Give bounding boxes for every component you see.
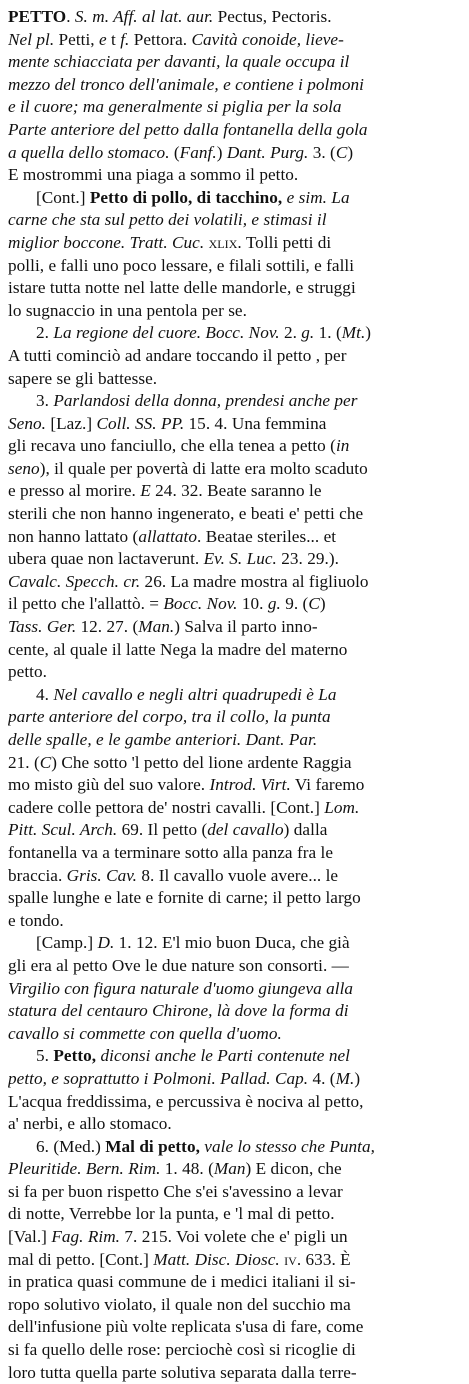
entry-line — [8, 209, 461, 232]
entry-text: sterili che non hanno ingenerato, e beati e' petti che — [8, 504, 364, 524]
entry-text: 9. ( — [280, 594, 309, 614]
entry-line — [8, 1339, 461, 1362]
entry-line — [8, 74, 461, 97]
entry-line — [8, 322, 461, 345]
entry-line — [8, 1294, 461, 1317]
entry-line — [8, 1362, 461, 1384]
entry-text: sapere se gli battesse. — [8, 368, 158, 388]
italic-text: e sim. La — [286, 187, 350, 207]
entry-text: ( — [169, 142, 180, 162]
entry-text: in pratica quasi commune de i medici italiani il si- — [8, 1272, 356, 1292]
entry-text: ) Salva il parto inno- — [174, 617, 318, 637]
entry-text: 1. ( — [314, 323, 342, 343]
entry-text: 6. (Med.) — [36, 1136, 106, 1156]
entry-line — [8, 458, 461, 481]
entry-text: gli era al petto Ove le due nature son consorti. — — [8, 955, 349, 975]
entry-line — [8, 51, 461, 74]
entry-text: Tolli petti di — [241, 232, 332, 252]
entry-text: [Val.] — [8, 1227, 52, 1247]
entry-line — [8, 1271, 461, 1294]
entry-text: e presso al morire. — [8, 481, 141, 501]
entry-text: a' nerbi, e allo stomaco. — [8, 1114, 172, 1134]
italic-text: Mt. — [341, 323, 366, 343]
entry-line — [8, 164, 461, 187]
entry-line — [8, 119, 461, 142]
italic-text: diconsi anche le Parti contenute nel — [100, 1046, 350, 1066]
entry-text: 2. — [36, 323, 54, 343]
entry-line — [8, 842, 461, 865]
entry-line — [8, 300, 461, 323]
italic-text: parte anteriore del corpo, tra il collo, la punta — [8, 707, 331, 727]
italic-text: C — [335, 142, 348, 162]
entry-line — [8, 413, 461, 436]
entry-text: ) — [347, 142, 354, 162]
italic-text: D. — [97, 933, 115, 953]
entry-text: mal di petto. [Cont.] — [8, 1249, 154, 1269]
entry-text: gli recava uno fanciullo, che ella tenea a petto ( — [8, 436, 336, 456]
entry-line — [8, 955, 461, 978]
entry-text: mo misto giù del suo valore. — [8, 775, 210, 795]
italic-text: M. — [335, 1068, 355, 1088]
entry-text: L'acqua freddissima, e percussiva è nociva al petto, — [8, 1091, 364, 1111]
italic-text: Fag. Rim. — [51, 1227, 121, 1247]
entry-text: ropo solutivo violato, il quale non del succhio ma — [8, 1294, 351, 1314]
headword-text: Petto, — [53, 1046, 97, 1066]
entry-line — [8, 142, 461, 165]
italic-text: Introd. Virt. — [209, 775, 291, 795]
italic-text: mezzo del tronco dell'animale, e contiene i polmoni — [8, 74, 364, 94]
entry-text: iv. — [284, 1249, 302, 1269]
entry-text: ), il quale per povertà di latte era molto scaduto — [39, 458, 368, 478]
entry-text: ) — [216, 142, 227, 162]
entry-line — [8, 435, 461, 458]
entry-text: cadere colle pettora de' nostri cavalli. [Cont.] — [8, 797, 325, 817]
entry-text: cente, al quale il latte Nega la madre del materno — [8, 639, 348, 659]
entry-text: dell'infusione più volte replicata s'usa di fare, come — [8, 1317, 364, 1337]
entry-text: ubera quae non lactaverunt. — [8, 549, 204, 569]
entry-line — [8, 910, 461, 933]
headword-text: Petto di pollo, di tacchino, — [89, 187, 283, 207]
italic-text: E — [140, 481, 151, 501]
entry-text: . — [66, 7, 75, 26]
entry-line — [8, 255, 461, 278]
italic-text: a quella dello stomaco. — [8, 142, 170, 162]
entry-line — [8, 706, 461, 729]
entry-text: 4. ( — [308, 1068, 336, 1088]
italic-text: Matt. Disc. Diosc. — [153, 1249, 280, 1269]
italic-text: del cavallo — [207, 820, 284, 840]
headword-text: PETTO — [8, 7, 67, 26]
italic-text: Parte anteriore del petto dalla fontanella della gola — [8, 119, 368, 139]
entry-line — [8, 1136, 461, 1159]
entry-text: Pettora. — [129, 29, 192, 49]
italic-text: Seno. — [8, 413, 46, 433]
entry-line — [8, 503, 461, 526]
entry-text: 7. 215. Voi volete che e' pigli un — [120, 1227, 348, 1247]
entry-line — [8, 232, 461, 255]
italic-text: Nel cavallo e negli altri quadrupedi è La — [53, 684, 337, 704]
entry-text: E mostrommi una piaga a sommo il petto. — [8, 165, 299, 185]
entry-line — [8, 526, 461, 549]
entry-text: braccia. — [8, 865, 67, 885]
entry-line — [8, 1113, 461, 1136]
entry-text: il petto che l'allattò. = — [8, 594, 164, 614]
entry-text: t — [106, 29, 121, 49]
entry-line — [8, 1226, 461, 1249]
italic-text: carne che sta sul petto dei volatili, e stimasi il — [8, 210, 327, 230]
entry-line — [8, 729, 461, 752]
italic-text: C — [308, 594, 320, 614]
entry-line — [8, 368, 461, 391]
entry-line — [8, 571, 461, 594]
headword-text: Mal di petto, — [105, 1136, 200, 1156]
entry-text: 21. ( — [8, 752, 40, 772]
entry-line — [8, 932, 461, 955]
entry-line — [8, 29, 461, 52]
entry-line — [8, 96, 461, 119]
dictionary-entry-petto — [8, 6, 461, 1384]
italic-text: allattato — [138, 526, 198, 546]
entry-text: 10. — [237, 594, 268, 614]
italic-text: Lom. — [324, 797, 360, 817]
italic-text: Pleuritide. Bern. Rim. — [8, 1159, 161, 1179]
entry-text: 8. Il cavallo vuole avere... le — [137, 865, 339, 885]
italic-text: Dant. Purg. — [226, 142, 309, 162]
italic-text: miglior boccone. — [8, 232, 126, 252]
entry-text: 24. 32. Beate saranno le — [150, 481, 322, 501]
italic-text: Nel pl. — [8, 29, 55, 49]
italic-text: Gris. Cav. — [66, 865, 138, 885]
entry-text: . Beatae steriles... et — [197, 526, 337, 546]
entry-text: 3. ( — [308, 142, 336, 162]
entry-text: 4. — [36, 684, 54, 704]
italic-text: g. — [301, 323, 315, 343]
entry-line — [8, 593, 461, 616]
entry-line — [8, 1181, 461, 1204]
entry-text: A tutti cominciò ad andare toccando il petto , per — [8, 345, 347, 365]
italic-text: Tratt. Cuc. — [129, 232, 205, 252]
entry-text: 1. 48. ( — [160, 1159, 214, 1179]
entry-text: Pectus, Pectoris. — [213, 7, 332, 26]
entry-line — [8, 1000, 461, 1023]
entry-text: Petti, — [54, 29, 99, 49]
entry-line — [8, 865, 461, 888]
entry-text: polli, e falli uno poco lessare, e filali sottili, e falli — [8, 255, 355, 275]
entry-text: 2. — [279, 323, 302, 343]
italic-text: Man — [213, 1159, 246, 1179]
italic-text: Coll. SS. PP. — [96, 413, 185, 433]
entry-line — [8, 390, 461, 413]
entry-text: [Camp.] — [36, 933, 98, 953]
entry-text: fontanella va a terminare sotto alla panza fra le — [8, 842, 334, 862]
entry-text: xlix. — [208, 232, 242, 252]
entry-line — [8, 277, 461, 300]
italic-text: g. — [267, 594, 281, 614]
italic-text: petto, e soprattutto i Polmoni. Pallad. Cap. — [8, 1068, 309, 1088]
entry-line — [8, 187, 461, 210]
entry-text: istare tutta notte nel latte delle mandorle, e struggi — [8, 278, 356, 298]
entry-text: ) — [319, 594, 326, 614]
entry-line — [8, 6, 461, 29]
entry-line — [8, 819, 461, 842]
entry-line — [8, 1203, 461, 1226]
italic-text: Cavalc. Specch. cr. — [8, 571, 141, 591]
entry-line — [8, 345, 461, 368]
italic-text: mente schiacciata per davanti, la quale occupa il — [8, 52, 350, 72]
entry-line — [8, 1091, 461, 1114]
italic-text: C — [39, 752, 52, 772]
italic-text: Man. — [138, 617, 175, 637]
italic-text: vale lo stesso che Punta, — [204, 1136, 375, 1156]
italic-text: delle spalle, e le gambe anteriori. Dant. Par. — [8, 730, 318, 749]
entry-line — [8, 978, 461, 1001]
entry-text: 633. È — [301, 1249, 351, 1269]
italic-text: Ev. S. Luc. — [203, 549, 277, 569]
entry-line — [8, 1249, 461, 1272]
entry-text: si fa per buon rispetto Che s'ei s'avessino a levar — [8, 1181, 343, 1201]
entry-text: ) E dicon, che — [245, 1159, 342, 1179]
entry-line — [8, 616, 461, 639]
entry-text: 26. La madre mostra al figliuolo — [140, 571, 369, 591]
entry-line — [8, 661, 461, 684]
entry-line — [8, 1068, 461, 1091]
entry-text: 69. Il petto ( — [117, 820, 208, 840]
entry-text: e tondo. — [8, 910, 64, 930]
entry-text: ) — [354, 1068, 361, 1088]
entry-text: [Laz.] — [45, 413, 97, 433]
entry-text: lo sugnaccio in una pentola per se. — [8, 300, 247, 320]
entry-text: [Cont.] — [36, 187, 90, 207]
italic-text: f. — [120, 29, 130, 49]
entry-text: spalle lunghe e late e fornite di carne; il petto largo — [8, 888, 361, 908]
entry-text: 3. — [36, 391, 54, 411]
entry-line — [8, 548, 461, 571]
italic-text: La regione del cuore. Bocc. Nov. — [53, 323, 280, 343]
entry-text: 15. 4. Una femmina — [184, 413, 327, 433]
italic-text: Parlandosi della donna, prendesi anche per — [53, 391, 358, 411]
entry-line — [8, 684, 461, 707]
italic-text: statura del centauro Chirone, là dove la forma di — [8, 1001, 349, 1021]
entry-text: si fa quello delle rose: perciochè così si ricoglie di — [8, 1340, 356, 1360]
entry-text: di notte, Verrebbe lor la punta, e 'l mal di petto. — [8, 1204, 335, 1224]
entry-line — [8, 752, 461, 775]
entry-text: 12. 27. ( — [76, 617, 139, 637]
italic-text: e — [99, 29, 107, 49]
italic-text: Tass. Ger. — [8, 617, 77, 637]
entry-text: Vi faremo — [290, 775, 365, 795]
entry-text: 1. 12. E'l mio buon Duca, che già — [114, 933, 350, 953]
entry-text: ) Che sotto 'l petto del lione ardente Raggia — [51, 752, 352, 772]
entry-line — [8, 639, 461, 662]
italic-text: e il cuore; ma generalmente si piglia per la sola — [8, 97, 342, 117]
entry-text: ) — [365, 323, 372, 343]
entry-line — [8, 1023, 461, 1046]
entry-line — [8, 1158, 461, 1181]
italic-text: Virgilio con figura naturale d'uomo giungeva alla — [8, 978, 354, 998]
entry-line — [8, 774, 461, 797]
italic-text: Bocc. Nov. — [163, 594, 238, 614]
italic-text: in — [335, 436, 350, 456]
entry-text: ) dalla — [283, 820, 328, 840]
italic-text: S. m. Aff. al lat. aur. — [74, 7, 214, 26]
entry-text: 23. 29.). — [276, 549, 339, 569]
entry-text: petto. — [8, 662, 47, 682]
entry-line — [8, 1316, 461, 1339]
italic-text: cavallo si commette con quella d'uomo. — [8, 1023, 282, 1043]
entry-text: loro tutta quella parte solutiva separata dalla terre- — [8, 1362, 357, 1382]
entry-line — [8, 797, 461, 820]
italic-text: Fanf. — [179, 142, 217, 162]
entry-line — [8, 887, 461, 910]
italic-text: Pitt. Scul. Arch. — [8, 820, 118, 840]
italic-text: Cavità conoide, lieve- — [191, 29, 344, 49]
entry-line — [8, 480, 461, 503]
entry-line — [8, 1045, 461, 1068]
entry-text: 5. — [36, 1046, 54, 1066]
italic-text: seno — [8, 458, 40, 478]
entry-text: non hanno lattato ( — [8, 526, 139, 546]
